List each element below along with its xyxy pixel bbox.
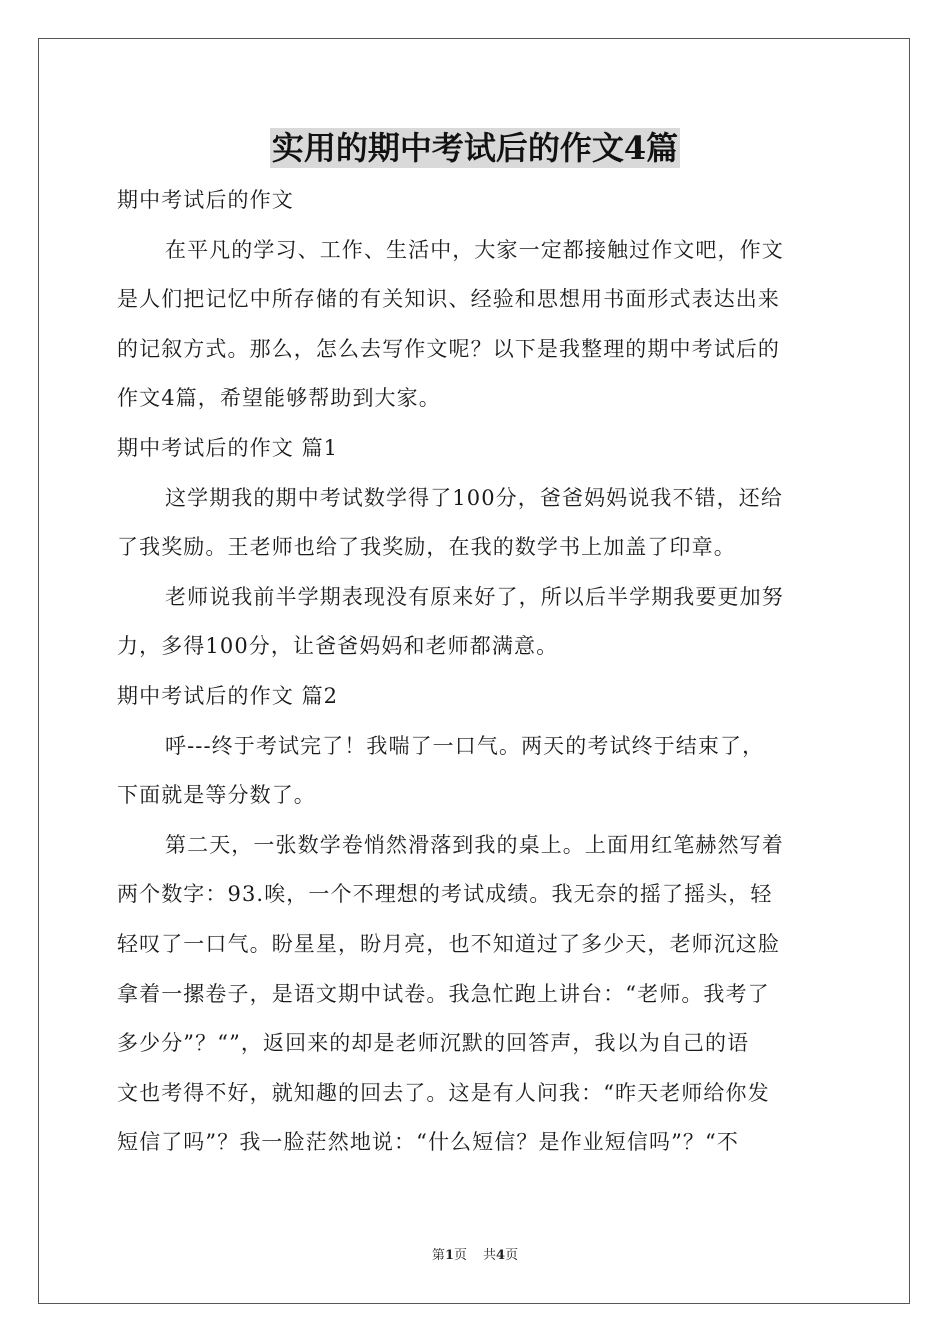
page-current: 1 — [444, 1248, 454, 1263]
page-prefix: 第 — [431, 1248, 445, 1263]
paragraph-line: 作文4篇，希望能够帮助到大家。 — [117, 386, 441, 411]
heading-text: 期中考试后的作文 — [117, 188, 294, 212]
paragraph — [117, 722, 833, 821]
paragraph-line: 多少分”？“”，返回来的却是老师沉默的回答声，我以为自己的语 — [117, 1031, 750, 1056]
paragraph-line: 第二天，一张数学卷悄然滑落到我的桌上。上面用红笔赫然写着 — [165, 832, 784, 857]
paragraph — [117, 226, 833, 424]
paragraph — [117, 573, 833, 672]
paragraph-line: 轻叹了一口气。盼星星，盼月亮，也不知道过了多少天，老师沉这脸 — [117, 931, 780, 956]
section-heading — [117, 672, 833, 722]
paragraph-line: 老师说我前半学期表现没有原来好了，所以后半学期我要更加努 — [165, 584, 784, 609]
document-title: 实用的期中考试后的作文4篇 — [271, 129, 679, 167]
total-unit: 页 — [505, 1248, 519, 1263]
paragraph-line: 这学期我的期中考试数学得了100分，爸爸妈妈说我不错，还给 — [165, 485, 783, 510]
section-heading — [117, 176, 833, 226]
title-wrap — [0, 128, 950, 168]
page-unit: 页 — [453, 1248, 467, 1263]
paragraph — [117, 821, 833, 1168]
total-prefix: 共 — [483, 1248, 497, 1263]
paragraph-line: 是人们把记忆中所存储的有关知识、经验和思想用书面形式表达出来 — [117, 287, 780, 312]
paragraph-line: 力，多得100分，让爸爸妈妈和老师都满意。 — [117, 634, 559, 659]
paragraph-line: 的记叙方式。那么，怎么去写作文呢？以下是我整理的期中考试后的 — [117, 336, 780, 361]
paragraph-line: 下面就是等分数了。 — [117, 783, 316, 808]
section-heading — [117, 424, 833, 474]
page-footer — [0, 1246, 950, 1266]
paragraph-line: 文也考得不好，就知趣的回去了。这是有人问我：“昨天老师给你发 — [117, 1080, 770, 1105]
paragraph-line: 两个数字：93.唉，一个不理想的考试成绩。我无奈的摇了摇头，轻 — [117, 882, 773, 907]
page-total: 4 — [496, 1248, 506, 1263]
heading-text: 期中考试后的作文 篇2 — [117, 683, 339, 708]
paragraph-line: 短信了吗”？我一脸茫然地说：“什么短信？是作业短信吗”？“不 — [117, 1130, 739, 1155]
paragraph-line: 呼---终于考试完了！我喘了一口气。两天的考试终于结束了， — [165, 733, 765, 758]
paragraph-line: 拿着一摞卷子，是语文期中试卷。我急忙跑上讲台：“老师。我考了 — [117, 981, 770, 1006]
heading-text: 期中考试后的作文 篇1 — [117, 435, 339, 460]
document-body — [117, 176, 833, 1168]
paragraph — [117, 474, 833, 573]
paragraph-line: 在平凡的学习、工作、生活中，大家一定都接触过作文吧，作文 — [165, 237, 784, 262]
paragraph-line: 了我奖励。王老师也给了我奖励，在我的数学书上加盖了印章。 — [117, 535, 736, 560]
